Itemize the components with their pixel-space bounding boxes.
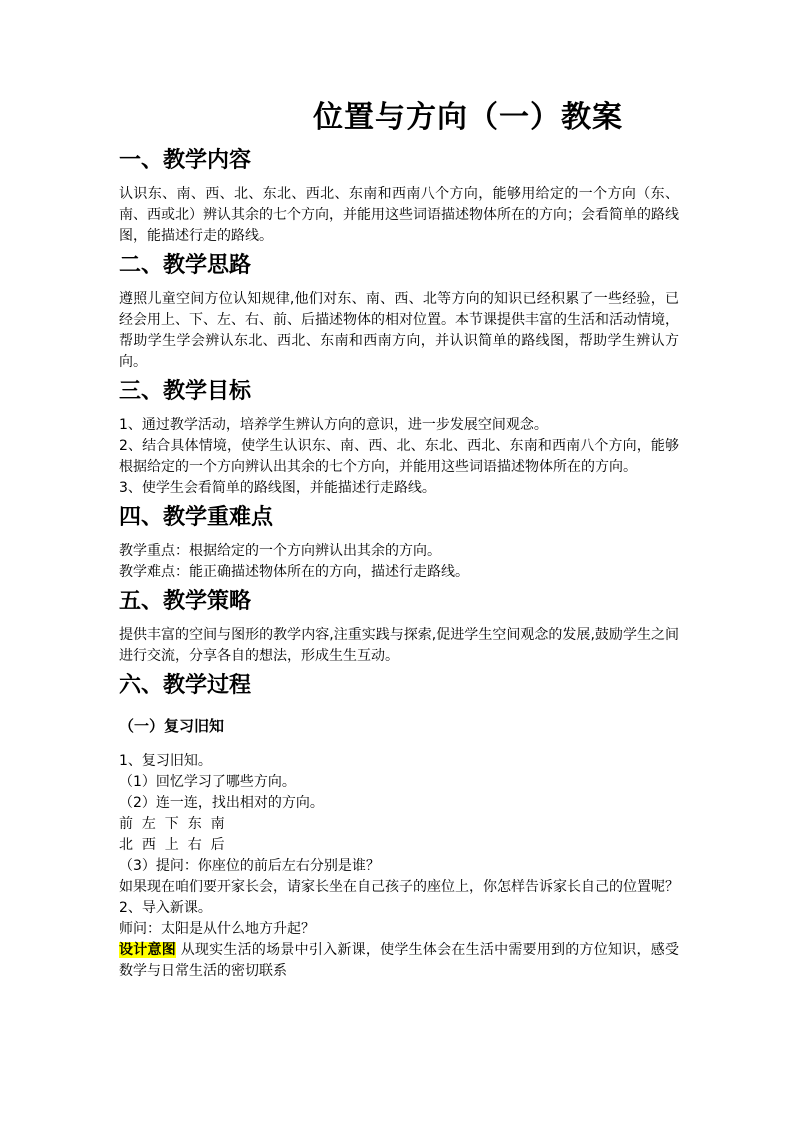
list-item: （1）回忆学习了哪些方向。 <box>119 774 296 790</box>
list-item: 师问：太阳是从什么地方升起？ <box>119 921 315 937</box>
subsection-heading: （一）复习旧知 <box>119 717 225 735</box>
list-item: 2、导入新课。 <box>119 900 212 916</box>
section-strategy <box>119 585 679 667</box>
section-approach <box>119 249 679 373</box>
list-item: 教学重点：根据给定的一个方向辨认出其余的方向。 <box>119 543 441 559</box>
key-points-list <box>119 541 679 583</box>
list-item: 3、使学生会看简单的路线图，并能描述行走路线。 <box>119 480 436 496</box>
design-intent-text: 从现实生活的场景中引入新课，使学生体会在生活中需要用到的方位知识，感受数学与日常生活的密切联系 <box>119 942 680 979</box>
section-heading: 四、教学重难点 <box>119 505 274 530</box>
section-heading: 二、教学思路 <box>119 253 252 278</box>
document-body <box>119 142 679 982</box>
list-item: （2）连一连，找出相对的方向。 <box>119 795 324 811</box>
document-title: 位置与方向（一）教案 <box>313 100 623 135</box>
section-heading: 五、教学策略 <box>119 589 252 614</box>
list-item: （3）提问：你座位的前后左右分别是谁？ <box>119 858 380 874</box>
process-lines <box>119 751 679 982</box>
list-item: 前 左 下 东 南 <box>119 816 225 832</box>
paragraph: 提供丰富的空间与图形的教学内容,注重实践与探索,促进学生空间观念的发展,鼓励学生之间进行交流，分享各自的想法，形成生生互动。 <box>119 627 679 664</box>
list-item: 1、通过教学活动，培养学生辨认方向的意识，进一步发展空间观念。 <box>119 417 548 433</box>
section-content <box>119 144 679 247</box>
paragraph: 认识东、南、西、北、东北、西北、东南和西南八个方向，能够用给定的一个方向（东、南、西或北）辨认其余的七个方向，并能用这些词语描述物体所在的方向；会看简单的路线图，能描述行走的路线。 <box>119 186 679 244</box>
section-process <box>119 669 679 982</box>
design-intent-label: 设计意图 <box>119 942 176 958</box>
list-item: 教学难点：能正确描述物体所在的方向，描述行走路线。 <box>119 564 469 580</box>
list-item: 如果现在咱们要开家长会，请家长坐在自己孩子的座位上，你怎样告诉家长自己的位置呢？ <box>119 879 679 895</box>
section-key-points <box>119 501 679 583</box>
design-intent <box>119 940 679 982</box>
list-item: 2、结合具体情境，使学生认识东、南、西、北、东北、西北、东南和西南八个方向，能够根据给定的一个方向辨认出其余的七个方向，并能用这些词语描述物体所在的方向。 <box>119 438 679 475</box>
list-item: 北 西 上 右 后 <box>119 837 225 853</box>
paragraph: 遵照儿童空间方位认知规律,他们对东、南、西、北等方向的知识已经积累了一些经验，已经会用上、下、左、右、前、后描述物体的相对位置。本节课提供丰富的生活和活动情境，帮助学生学会辨认东北、西北、东南和西南方向，并认识简单的路线图，帮助学生辨认方向。 <box>119 291 679 370</box>
list-item: 1、复习旧知。 <box>119 753 212 769</box>
section-objectives <box>119 375 679 499</box>
section-heading: 三、教学目标 <box>119 379 252 404</box>
objectives-list <box>119 415 679 499</box>
section-heading: 一、教学内容 <box>119 148 252 173</box>
section-heading: 六、教学过程 <box>119 673 252 698</box>
